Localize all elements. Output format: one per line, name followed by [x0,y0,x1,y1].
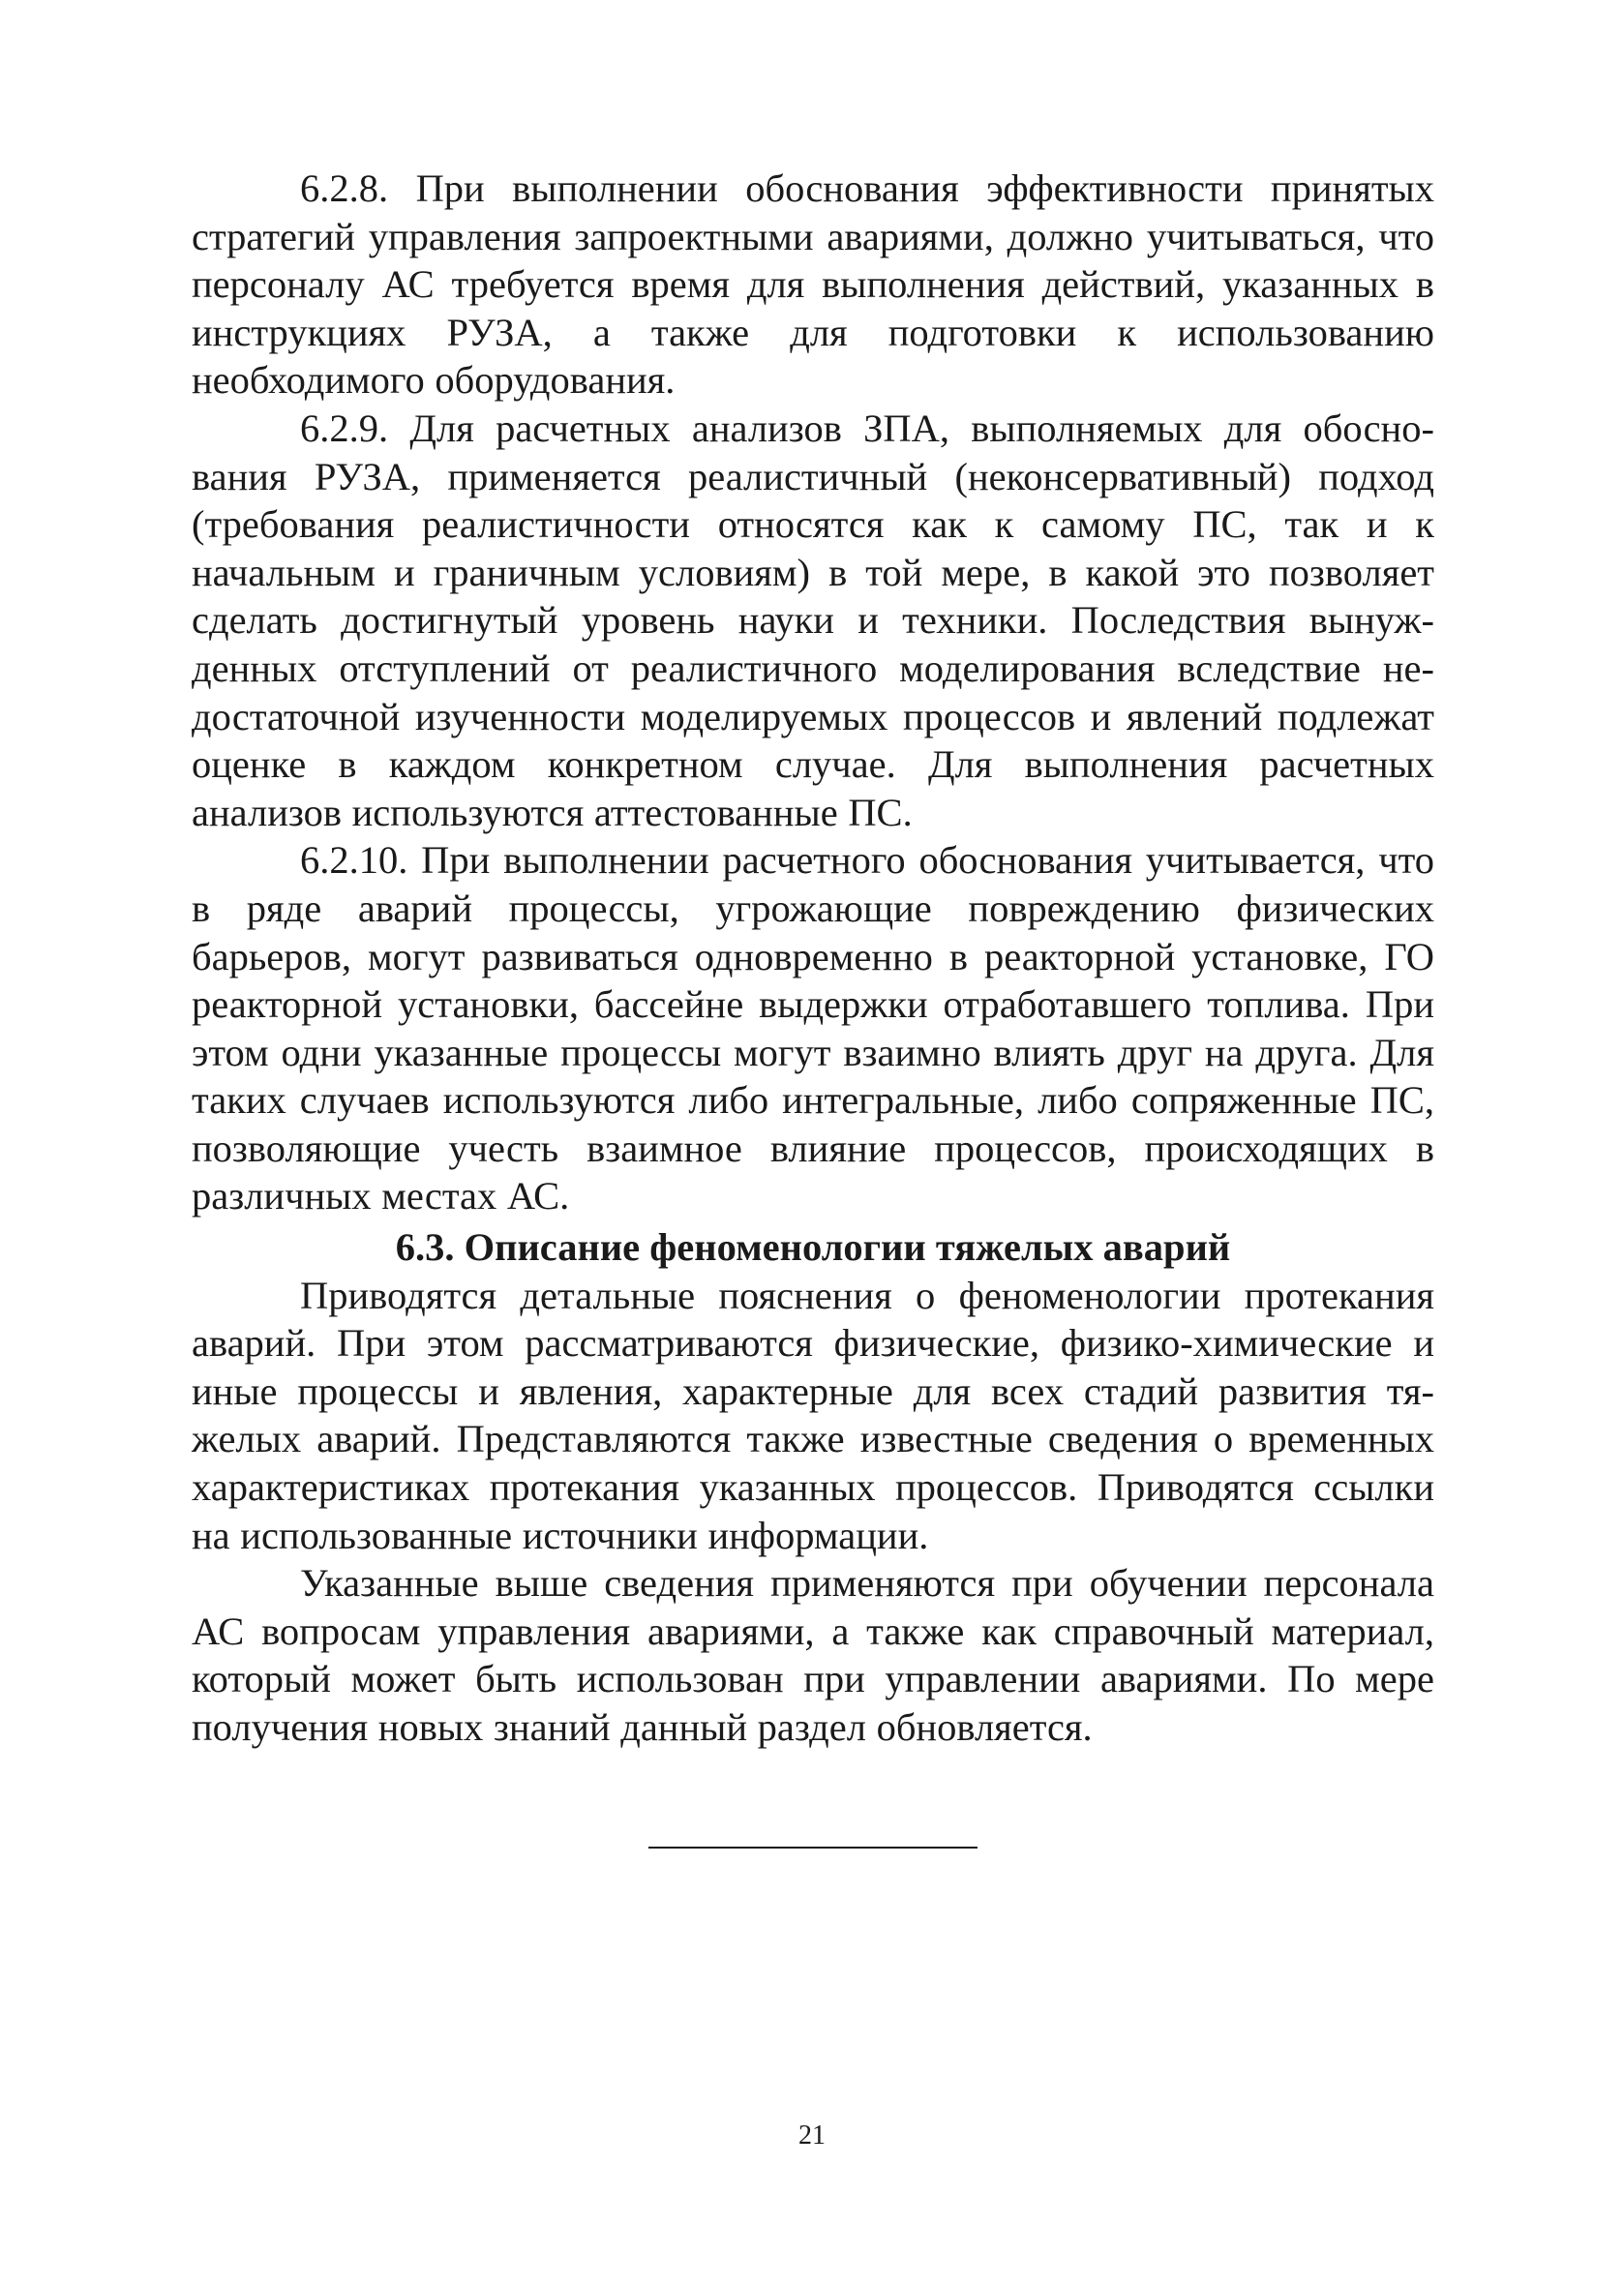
paragraph-6-2-9: 6.2.9. Для расчетных анализов ЗПА, выполняемых для обоснования РУЗА, применяется реалистичный (неконсервативный) подход (требования реалистичности относятся как к самому ПС, так и к начальным и граничным условиям) в той мере, в какой это позволяет сделать достигнутый уровень науки и техники. Последствия вынужденных отступлений от реалистичного моделирования вследствие недостаточной изученности моделируемых процессов и явлений подлежат оценке в каждом конкретном случае. Для выполнения расчетных анализов используются аттестованные ПС. [192,406,1434,834]
section-heading: 6.3. Описание феноменологии тяжелых аварий [395,1225,1231,1270]
paragraph-6-2-8: 6.2.8. При выполнении обоснования эффективности принятых стратегий управления запроектными авариями, должно учитываться, что персоналу АС требуется время для выполнения действий, указанных в инструкциях РУЗА, а также для подготовки к использованию необходимого оборудования. [192,166,1434,403]
section-paragraph: Приводятся детальные пояснения о феноменологии протекания аварий. При этом рассматриваются физические, физико-химические и иные процессы и явления, характерные для всех стадий развития тяжелых аварий. Представляются также известные сведения о временных характеристиках протекания указанных процессов. Приводятся ссылки на использованные источники информации. [192,1273,1434,1557]
page-number: 21 [798,2121,826,2151]
end-rule [648,1847,977,1849]
page-body [192,165,1434,1752]
section-paragraph: Указанные выше сведения применяются при обучении персонала АС вопросам управления авариями, а также как справочный материал, который может быть использован при управлении авариями. По мере получения новых знаний данный раздел обновляется. [192,1561,1434,1749]
paragraph-6-2-10: 6.2.10. При выполнении расчетного обоснования учитывается, что в ряде аварий процессы, угрожающие повреждению физических барьеров, могут развиваться одновременно в реакторной установке, ГО реакторной установки, бассейне выдержки отработавшего топлива. При этом одни указанные процессы могут взаимно влиять друг на друга. Для таких случаев используются либо интегральные, либо сопряженные ПС, позволяющие учесть взаимное влияние процессов, происходящих в различных местах АС. [192,838,1434,1218]
